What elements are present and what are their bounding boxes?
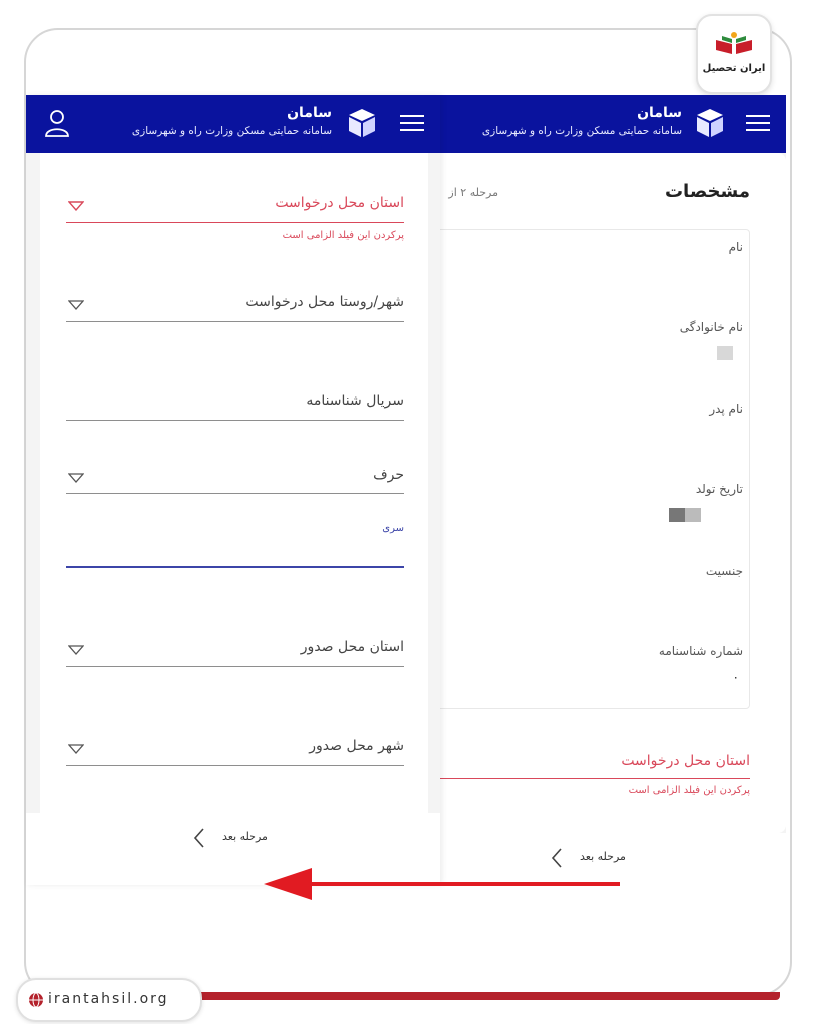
section-title: مشخصات	[664, 181, 750, 202]
letter-line	[66, 493, 404, 494]
site-badge[interactable]	[16, 978, 202, 1022]
menu-icon[interactable]	[400, 113, 424, 133]
letter-field[interactable]: حرف	[373, 467, 404, 483]
province-request-line	[440, 778, 750, 779]
id-number-label: شماره شناسنامه	[658, 644, 743, 658]
series-input[interactable]	[66, 566, 404, 568]
blurred-value	[717, 346, 733, 360]
front-card	[40, 153, 428, 813]
site-url: irantahsil.org	[48, 991, 169, 1007]
birth-date-label: تاریخ تولد	[695, 482, 743, 496]
user-icon[interactable]	[44, 109, 70, 137]
front-screen	[26, 95, 440, 885]
logo-text: ایران تحصیل	[702, 63, 766, 74]
dropdown-arrow-icon[interactable]	[68, 201, 84, 211]
arrow-left-icon	[262, 866, 622, 902]
dropdown-arrow-icon[interactable]	[68, 744, 84, 754]
next-step-label[interactable]: مرحله بعد	[222, 830, 268, 843]
city-request-line	[66, 321, 404, 322]
app-title: سامان	[287, 105, 332, 121]
province-request-line	[66, 222, 404, 223]
first-name-label: نام	[728, 240, 743, 254]
required-error: پرکردن این فیلد الزامی است	[282, 230, 404, 241]
dropdown-arrow-icon[interactable]	[68, 300, 84, 310]
app-title: سامان	[637, 105, 682, 121]
dropdown-arrow-icon[interactable]	[68, 645, 84, 655]
id-number-value: ۰	[732, 670, 739, 684]
brand-logo	[696, 14, 772, 94]
back-appbar	[394, 95, 786, 153]
front-appbar	[26, 95, 440, 153]
province-issue-line	[66, 666, 404, 667]
next-step-label[interactable]: مرحله بعد	[580, 850, 626, 863]
dropdown-arrow-icon[interactable]	[68, 473, 84, 483]
menu-icon[interactable]	[746, 113, 770, 133]
father-name-label: نام پدر	[709, 402, 743, 416]
gender-label: جنسیت	[705, 564, 743, 578]
app-subtitle: سامانه حمایتی مسکن وزارت راه و شهرسازی	[131, 125, 332, 137]
app-subtitle: سامانه حمایتی مسکن وزارت راه و شهرسازی	[481, 125, 682, 137]
series-caption: سری	[382, 523, 404, 534]
id-serial-line	[66, 420, 404, 421]
accent-bar	[170, 992, 780, 1000]
id-serial-heading: سریال شناسنامه	[306, 393, 404, 409]
province-request-label[interactable]: استان محل درخواست	[621, 753, 750, 769]
city-request-field[interactable]: شهر/روستا محل درخواست	[245, 294, 404, 310]
province-request-field[interactable]: استان محل درخواست	[275, 195, 404, 211]
step-indicator: مرحله ۲ از	[448, 186, 498, 199]
chevron-left-icon[interactable]	[192, 827, 206, 849]
cube-logo-icon	[346, 107, 378, 139]
back-screen	[394, 95, 786, 885]
blurred-value	[669, 508, 701, 522]
cube-logo-icon	[694, 107, 726, 139]
globe-icon	[28, 992, 44, 1008]
back-card	[394, 153, 786, 833]
city-issue-field[interactable]: شهر محل صدور	[309, 738, 404, 754]
required-error: پرکردن این فیلد الزامی است	[628, 785, 750, 796]
book-icon	[714, 30, 754, 56]
last-name-label: نام خانوادگی	[679, 320, 743, 334]
province-issue-field[interactable]: استان محل صدور	[300, 639, 404, 655]
details-box	[430, 229, 750, 709]
city-issue-line	[66, 765, 404, 766]
